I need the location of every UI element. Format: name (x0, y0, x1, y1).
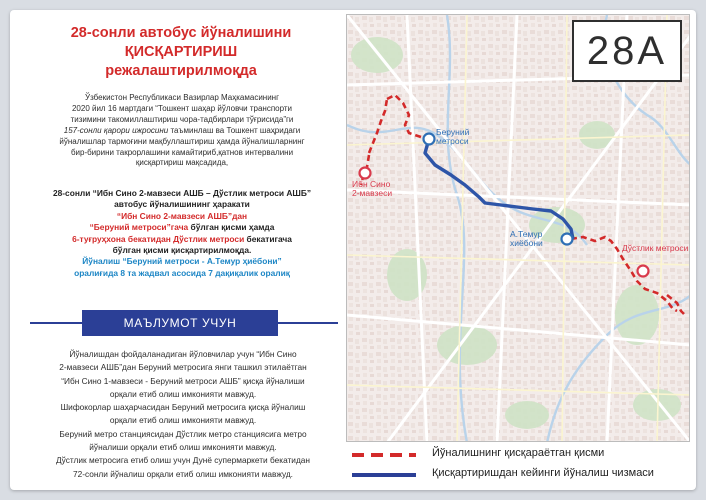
legend-item-cut (348, 446, 692, 464)
intro-line: Ўзбекистон Республикаси Вазирлар Маҳкамасининг (84, 93, 280, 102)
divider-left (30, 322, 82, 324)
info-line: Дўстлик метросига етиб олиш учун Дунё супермаркети бекатидан (56, 455, 310, 466)
route-number-badge (572, 20, 682, 82)
intro-line: йўналишлар тармоғини мақбуллаштириш ҳамда йўналишларнинг (59, 136, 305, 146)
intro-paragraph (26, 93, 338, 169)
decision-text: бўлган қисми ҳамда (188, 222, 275, 233)
decision-text: бекатигача (244, 233, 292, 244)
label-temur: А.Темур хиёбони (510, 229, 543, 248)
info-paragraph (28, 348, 338, 481)
legend-item-new (348, 466, 692, 484)
intro-line: қисқартириш мақсадида, (135, 158, 229, 168)
info-line: 2-мавзеси АШБ”дан Беруний метросига янги ташкил этилаётган (59, 362, 307, 373)
info-line: Беруний метро станциясидан Дўстлик метро станциясига метро (59, 428, 307, 439)
decree-reference: 157-сонли қарори ижросини (63, 125, 169, 135)
legend-label-cut: Йўналишнинг қисқараётган қисми (432, 447, 605, 459)
poster-title (22, 24, 340, 81)
decision-line: автобус йўналишининг ҳаракати (114, 199, 250, 210)
stop-ibn-sino-marker (360, 168, 371, 179)
legend-solid-blue-line (352, 473, 416, 477)
title-line-2: ҚИСҚАРТИРИШ (124, 44, 238, 60)
decision-line (22, 234, 342, 245)
label-beruniy: Беруний метроси (436, 127, 470, 146)
decision-highlight: 6-туғруҳхона бекатидан Дўстлик метроси (72, 233, 245, 244)
decision-highlight: “Беруний метроси”гача (89, 222, 189, 233)
decision-line: бўлган қисми қисқартирилмоқда. (112, 245, 252, 256)
title-line-1: 28-сонли автобус йўналишини (70, 25, 292, 41)
intro-line: бир-бирини такрорлашини камайтириб,қатнов интервалини (70, 147, 294, 157)
stop-beruniy-marker (424, 134, 435, 145)
info-line: Шифокорлар шаҳарчасидан Беруний метросига қисқа йўналиш (60, 402, 306, 413)
decision-block (22, 188, 342, 279)
legend-label-new: Қисқартиришдан кейинги йўналиш чизмаси (432, 467, 654, 479)
label-ibn-sino: Ибн Сино 2-мавзеси (352, 179, 393, 198)
info-line: 72-сонли йўналиш орқали етиб олиш имконияти мавжуд. (72, 468, 293, 479)
intro-line-rest: таъминлаш ва Тошкент шаҳридаги (168, 125, 301, 135)
route-number: 28А (586, 28, 668, 73)
decision-line: “Ибн Сино 2-мавзеси АШБ”дан (116, 210, 248, 221)
legend-dashed-red-line (352, 453, 416, 457)
decision-line: 28-сонли “Ибн Сино 2-мавзеси АШБ – Дўстлик метроси АШБ” (52, 188, 312, 198)
info-line: Йўналишдан фойдаланадиган йўловчилар учун “Ибн Сино (69, 349, 297, 359)
intro-line: тизимини такомиллаштириш чора-тадбирлари тўғрисида”ги (70, 114, 294, 124)
stop-dustlik-marker (638, 266, 649, 277)
intro-line (26, 126, 338, 137)
label-dustlik: Дўстлик метроси (622, 243, 689, 253)
info-line: орқали етиб олиш имконияти мавжуд. (109, 415, 257, 426)
info-line: орқали етиб олиш имконияти мавжуд. (109, 388, 257, 399)
decision-line: оралиғида 8 та жадвал асосида 7 дақиқалик оралиқ (74, 267, 290, 278)
divider-right (278, 322, 338, 324)
intro-line: 2020 йил 16 мартдаги “Тошкент шаҳар йўловчи транспорти (71, 103, 293, 113)
info-line: йўналиши орқали етиб олиш имконияти мавжуд. (89, 442, 277, 453)
info-line: “Ибн Сино 1-мавзеси - Беруний метроси АШБ” қисқа йўналиши (61, 375, 305, 386)
info-heading: МАЪЛУМОТ УЧУН (82, 310, 278, 336)
decision-line: Йўналиш “Беруний метроси - А.Темур ҳиёбони” (82, 256, 282, 267)
map-legend (348, 446, 692, 486)
decision-line (22, 222, 342, 233)
title-line-3: режалаштирилмоқда (105, 63, 257, 79)
stop-temur-marker (562, 234, 573, 245)
